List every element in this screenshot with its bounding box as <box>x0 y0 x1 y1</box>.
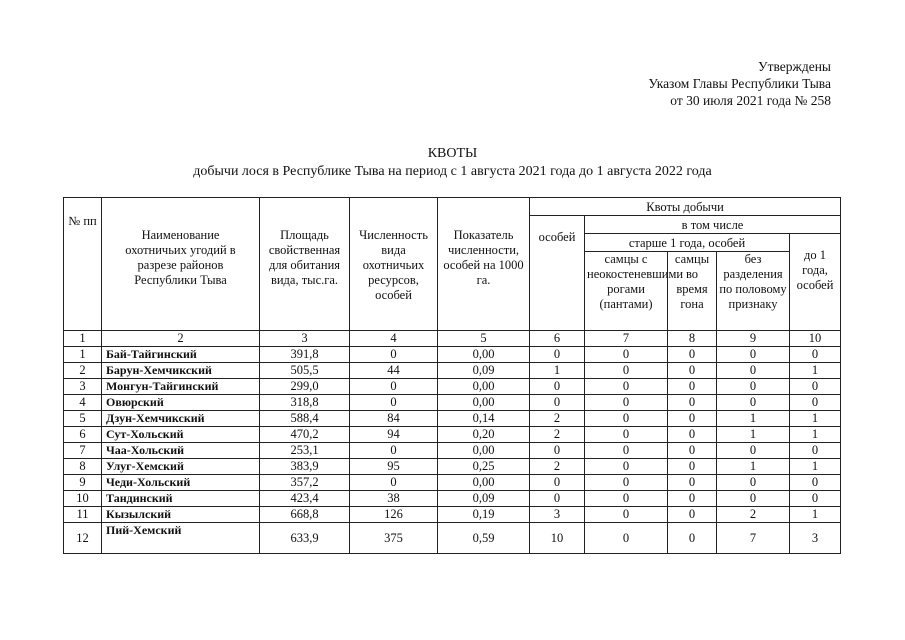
quota-males-antlers: 0 <box>585 443 668 459</box>
quota-total: 0 <box>530 395 585 411</box>
quota-total: 2 <box>530 427 585 443</box>
habitat-area: 470,2 <box>260 427 350 443</box>
column-number: 10 <box>790 331 841 347</box>
quota-under1: 0 <box>790 379 841 395</box>
district-name: Пий-Хемский <box>102 523 260 554</box>
district-name: Бай-Тайгинский <box>102 347 260 363</box>
header-no-sex: без разделения по половому признаку <box>717 252 790 331</box>
quota-total: 0 <box>530 443 585 459</box>
table-row <box>64 379 841 395</box>
quota-no-sex: 1 <box>717 411 790 427</box>
district-name: Сут-Хольский <box>102 427 260 443</box>
header-density: Показатель численности, особей на 1000 га. <box>438 198 530 331</box>
density-index: 0,00 <box>438 347 530 363</box>
quota-males-rut: 0 <box>668 443 717 459</box>
column-number: 8 <box>668 331 717 347</box>
table-row <box>64 411 841 427</box>
row-number: 5 <box>64 411 102 427</box>
column-number-row <box>64 331 841 347</box>
density-index: 0,00 <box>438 395 530 411</box>
district-name: Улуг-Хемский <box>102 459 260 475</box>
table-row <box>64 427 841 443</box>
approval-line-3: от 30 июля 2021 года № 258 <box>670 93 831 108</box>
population: 84 <box>350 411 438 427</box>
quota-males-antlers: 0 <box>585 427 668 443</box>
population: 0 <box>350 443 438 459</box>
density-index: 0,00 <box>438 379 530 395</box>
quota-males-rut: 0 <box>668 459 717 475</box>
quota-no-sex: 0 <box>717 379 790 395</box>
population: 0 <box>350 347 438 363</box>
district-name: Овюрский <box>102 395 260 411</box>
header-area: Площадь свойственная для обитания вида, тыс.га. <box>260 198 350 331</box>
quota-males-antlers: 0 <box>585 395 668 411</box>
quota-no-sex: 0 <box>717 395 790 411</box>
table-body <box>64 347 841 554</box>
density-index: 0,20 <box>438 427 530 443</box>
population: 375 <box>350 523 438 554</box>
quota-males-rut: 0 <box>668 363 717 379</box>
row-number: 2 <box>64 363 102 379</box>
quota-total: 10 <box>530 523 585 554</box>
quota-under1: 1 <box>790 427 841 443</box>
column-number: 4 <box>350 331 438 347</box>
quota-males-antlers: 0 <box>585 491 668 507</box>
header-males-antlers: самцы с неокостеневшими рогами (пантами) <box>585 252 668 331</box>
header-quotas: Квоты добычи <box>530 198 841 216</box>
quota-males-antlers: 0 <box>585 379 668 395</box>
table-row <box>64 491 841 507</box>
quota-no-sex: 0 <box>717 347 790 363</box>
district-name: Дзун-Хемчикский <box>102 411 260 427</box>
population: 38 <box>350 491 438 507</box>
habitat-area: 383,9 <box>260 459 350 475</box>
district-name: Тандинский <box>102 491 260 507</box>
table-row <box>64 459 841 475</box>
density-index: 0,25 <box>438 459 530 475</box>
quota-total: 1 <box>530 363 585 379</box>
habitat-area: 299,0 <box>260 379 350 395</box>
row-number: 6 <box>64 427 102 443</box>
district-name: Кызылский <box>102 507 260 523</box>
table-row <box>64 507 841 523</box>
quota-under1: 3 <box>790 523 841 554</box>
density-index: 0,00 <box>438 475 530 491</box>
quota-no-sex: 7 <box>717 523 790 554</box>
district-name: Монгун-Тайгинский <box>102 379 260 395</box>
habitat-area: 357,2 <box>260 475 350 491</box>
population: 0 <box>350 379 438 395</box>
row-number: 10 <box>64 491 102 507</box>
quota-males-rut: 0 <box>668 347 717 363</box>
column-number: 7 <box>585 331 668 347</box>
quota-males-rut: 0 <box>668 507 717 523</box>
column-number: 9 <box>717 331 790 347</box>
density-index: 0,59 <box>438 523 530 554</box>
quota-males-rut: 0 <box>668 411 717 427</box>
quota-under1: 0 <box>790 347 841 363</box>
row-number: 7 <box>64 443 102 459</box>
title-heading: КВОТЫ <box>427 146 478 161</box>
column-number: 2 <box>102 331 260 347</box>
quota-under1: 0 <box>790 443 841 459</box>
header-older: старше 1 года, особей <box>585 234 790 252</box>
habitat-area: 668,8 <box>260 507 350 523</box>
row-number: 4 <box>64 395 102 411</box>
column-number: 6 <box>530 331 585 347</box>
district-name: Чаа-Хольский <box>102 443 260 459</box>
population: 126 <box>350 507 438 523</box>
district-name: Барун-Хемчикский <box>102 363 260 379</box>
quota-total: 0 <box>530 379 585 395</box>
quota-males-antlers: 0 <box>585 411 668 427</box>
quota-males-antlers: 0 <box>585 347 668 363</box>
density-index: 0,14 <box>438 411 530 427</box>
quota-under1: 1 <box>790 459 841 475</box>
header-individuals: особей <box>530 216 585 331</box>
header-males-rut: самцы во время гона <box>668 252 717 331</box>
table-row <box>64 395 841 411</box>
approval-line-1: Утверждены <box>758 59 831 74</box>
table-row <box>64 523 841 554</box>
habitat-area: 588,4 <box>260 411 350 427</box>
header-under1: до 1 года, особей <box>790 234 841 331</box>
table-row <box>64 347 841 363</box>
population: 0 <box>350 395 438 411</box>
row-number: 8 <box>64 459 102 475</box>
density-index: 0,09 <box>438 491 530 507</box>
column-number: 1 <box>64 331 102 347</box>
habitat-area: 505,5 <box>260 363 350 379</box>
quota-under1: 0 <box>790 491 841 507</box>
header-including: в том числе <box>585 216 841 234</box>
table-row <box>64 475 841 491</box>
population: 95 <box>350 459 438 475</box>
quota-total: 2 <box>530 411 585 427</box>
quota-under1: 1 <box>790 507 841 523</box>
quota-table <box>63 197 841 554</box>
habitat-area: 391,8 <box>260 347 350 363</box>
population: 94 <box>350 427 438 443</box>
quota-total: 0 <box>530 491 585 507</box>
approval-block <box>648 58 831 109</box>
quota-no-sex: 1 <box>717 427 790 443</box>
quota-no-sex: 0 <box>717 491 790 507</box>
row-number: 9 <box>64 475 102 491</box>
habitat-area: 633,9 <box>260 523 350 554</box>
header-num: № пп <box>64 198 102 331</box>
column-number: 5 <box>438 331 530 347</box>
quota-males-rut: 0 <box>668 395 717 411</box>
row-number: 11 <box>64 507 102 523</box>
quota-males-rut: 0 <box>668 475 717 491</box>
quota-under1: 1 <box>790 411 841 427</box>
quota-under1: 1 <box>790 363 841 379</box>
quota-males-rut: 0 <box>668 491 717 507</box>
density-index: 0,00 <box>438 443 530 459</box>
density-index: 0,09 <box>438 363 530 379</box>
quota-no-sex: 2 <box>717 507 790 523</box>
quota-total: 0 <box>530 475 585 491</box>
quota-males-antlers: 0 <box>585 507 668 523</box>
row-number: 12 <box>64 523 102 554</box>
row-number: 1 <box>64 347 102 363</box>
habitat-area: 423,4 <box>260 491 350 507</box>
quota-males-rut: 0 <box>668 427 717 443</box>
district-name: Чеди-Хольский <box>102 475 260 491</box>
quota-under1: 0 <box>790 475 841 491</box>
quota-under1: 0 <box>790 395 841 411</box>
quota-total: 3 <box>530 507 585 523</box>
quota-males-rut: 0 <box>668 379 717 395</box>
quota-no-sex: 0 <box>717 443 790 459</box>
density-index: 0,19 <box>438 507 530 523</box>
population: 44 <box>350 363 438 379</box>
quota-no-sex: 0 <box>717 475 790 491</box>
header-name: Наименование охотничьих угодий в разрезе районов Республики Тыва <box>102 198 260 331</box>
habitat-area: 253,1 <box>260 443 350 459</box>
title-subheading: добычи лося в Республике Тыва на период с 1 августа 2021 года до 1 августа 2022 года <box>193 164 712 179</box>
habitat-area: 318,8 <box>260 395 350 411</box>
quota-males-antlers: 0 <box>585 459 668 475</box>
quota-males-rut: 0 <box>668 523 717 554</box>
quota-no-sex: 0 <box>717 363 790 379</box>
quota-males-antlers: 0 <box>585 363 668 379</box>
column-number: 3 <box>260 331 350 347</box>
quota-total: 0 <box>530 347 585 363</box>
quota-males-antlers: 0 <box>585 523 668 554</box>
quota-total: 2 <box>530 459 585 475</box>
row-number: 3 <box>64 379 102 395</box>
header-population: Численность вида охотничьих ресурсов, особей <box>350 198 438 331</box>
table-row <box>64 363 841 379</box>
approval-line-2: Указом Главы Республики Тыва <box>648 76 831 91</box>
document-title <box>0 145 905 181</box>
table-row <box>64 443 841 459</box>
population: 0 <box>350 475 438 491</box>
quota-no-sex: 1 <box>717 459 790 475</box>
quota-males-antlers: 0 <box>585 475 668 491</box>
